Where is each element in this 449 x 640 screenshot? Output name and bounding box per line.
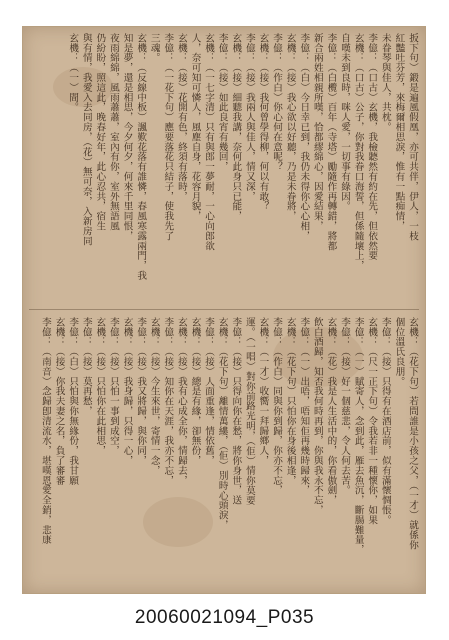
text-column: 李億：（接）只得向你在愁，將你身世，送 (230, 317, 242, 506)
text-column: 李億：（作白）同與你到歸，你亦不忘， (271, 317, 283, 496)
text-column: 玄機：（花下句）若問誰是小孩之父，（一才）就係你 (407, 317, 418, 550)
text-column: 知是夢，還是相思，今夕何夕，何來千里同恨， (121, 33, 133, 241)
upper-text-block (66, 33, 419, 303)
text-column: 李億：（接）人面重逢，情依舊， (203, 317, 215, 466)
text-column: 玄機：（接）總是有緣，卻無份， (189, 317, 201, 466)
text-column: 玄機：（接）我心欲以好聽，乃是未眷將， (284, 33, 296, 222)
lower-text-block (38, 317, 419, 585)
text-column: 玄機：（一才）收嚮一拜歸鄉人， (257, 317, 269, 466)
text-column: 李億：（南音）念歸卽清流水，堪嘆恩愛全銷，悲康 (39, 317, 51, 545)
text-column: 扳下句）鍛是遍風假凰，亦可共伴，伊人，一枝 (407, 33, 418, 241)
text-column: 玄機：（接）花開有色，終須有落時， (175, 33, 187, 202)
text-column: 玄機：（接）我身歸，只得一心， (121, 317, 133, 466)
text-column: 玄機：（尺一正下句）令我若非一種懷你，如果 (366, 317, 378, 525)
text-column: 李億：（白）今日幸已到，我仍未得你心心相， (298, 33, 310, 241)
text-column: 玄機：（接）我何曾學得柳，何以有敢？ (257, 33, 269, 212)
text-column: 自嘆未到良時，咪人愛，一切事有綠因。 (339, 33, 351, 212)
text-column: 三魂。 (148, 33, 160, 63)
text-column: 玄機：（接）今生來世，寄情一念， (148, 317, 160, 476)
text-column: 紅豔吐芬芳，來梅爾相思淚，惟有一點痴情， (393, 33, 405, 231)
text-column: 仍紛盼，照這此，晚春好年，此心忍共，宿生 (94, 33, 106, 231)
text-column: 李億：（口古）玄機，我檢聽然有約在先，但依然要 (366, 33, 378, 261)
text-column: 李億：（白欖）百年（寺塔）勵隨作再轉錯，將都 (325, 33, 337, 251)
text-column: 李億：（接）知你在天涯，我亦不忘， (162, 317, 174, 486)
text-column: 玄機：（接）細聽我講，奈何此身只已能， (230, 33, 242, 222)
text-column: 個位溫氏良朋。 (393, 317, 405, 387)
document-page (22, 26, 426, 594)
text-column: 玄機：（一七字清）只有與郎一夢耐，一心向郎欲 (203, 33, 215, 251)
text-column: 李億：（接）我又將歸，與你同， (135, 317, 147, 466)
text-column: 玄機：（接）只怕你在此相思， (94, 317, 106, 456)
text-column: 夜雨綿綿，風雨蕭蕭，室內有你，室外無語風 (107, 33, 119, 231)
text-column: 李億：（一）賦寄人，念到此，雁去魚沉，斷腸難量， (352, 317, 364, 555)
text-column: 玄機：（接）你我夫妻之名，負了審審 (53, 317, 65, 486)
text-column: 未眷琴與佳人，共枕。 (379, 33, 391, 132)
section-divider (29, 309, 419, 310)
text-column: 李億：（作白）你心何在意呢？ (271, 33, 283, 172)
text-column: 玄機：（接）我有心成全你，情歸去， (175, 317, 187, 486)
text-column: 人，奈可知可憐人，風塵自身，花容月貌， (189, 33, 201, 222)
text-column: 李億：（白）只怕與你無緣份，我甘願 (67, 317, 79, 486)
text-column: 飲白酒歸，知否我何時再到，你與我永不忘， (311, 317, 323, 515)
text-column: 李億：（接）只怕一事到成空， (107, 317, 119, 456)
text-column: 玄機：（反線中板）諷歎花落有誰憐，春風寒露兩門，我 (135, 33, 147, 281)
text-column: 玄機：（一）間。 (67, 33, 79, 113)
text-column: 李億：（接）我兩人與佳人，情又深， (243, 33, 255, 202)
text-column: 新合兩姓相親所嘆，恰都繆綿心，因愛結果， (311, 33, 323, 231)
text-column: 與有情，我愛入去同房，（花）無可奈，入新房同 (80, 33, 92, 246)
text-column: 李億：（接）莫再愁， (80, 317, 92, 416)
text-column: 玄機：（花）我是人生活中的，你看傲劍， (325, 317, 337, 506)
text-column: 李億：（接）好一個慈悲，令人何去苦。 (339, 317, 351, 496)
text-column: 李億：（一）出唔，唔知佢再幾時歸來， (298, 317, 310, 496)
text-column: 李億：（一花下句）應要落花只結子，使我先了 (162, 33, 174, 241)
text-column: 玄機：（花下句）只怕你在身後相逢， (284, 317, 296, 486)
text-column: 李億：（接）只得有在酒店前，似有滿懷惆悵。 (379, 317, 391, 525)
text-column: 玄機：（花下句）離情萬縷，（佢）別時心頭淚， (216, 317, 228, 530)
image-caption: 20060021094_P035 (134, 607, 315, 628)
text-column: 玄機：（口古）公子，你對我眷口海誓，但係隨壞上， (352, 33, 364, 271)
text-column: 李億：（接）如此良宵有幾回， (216, 33, 228, 172)
text-column: 運。（一唱）對你前路光明，（佢）情你莫要 (243, 317, 255, 506)
